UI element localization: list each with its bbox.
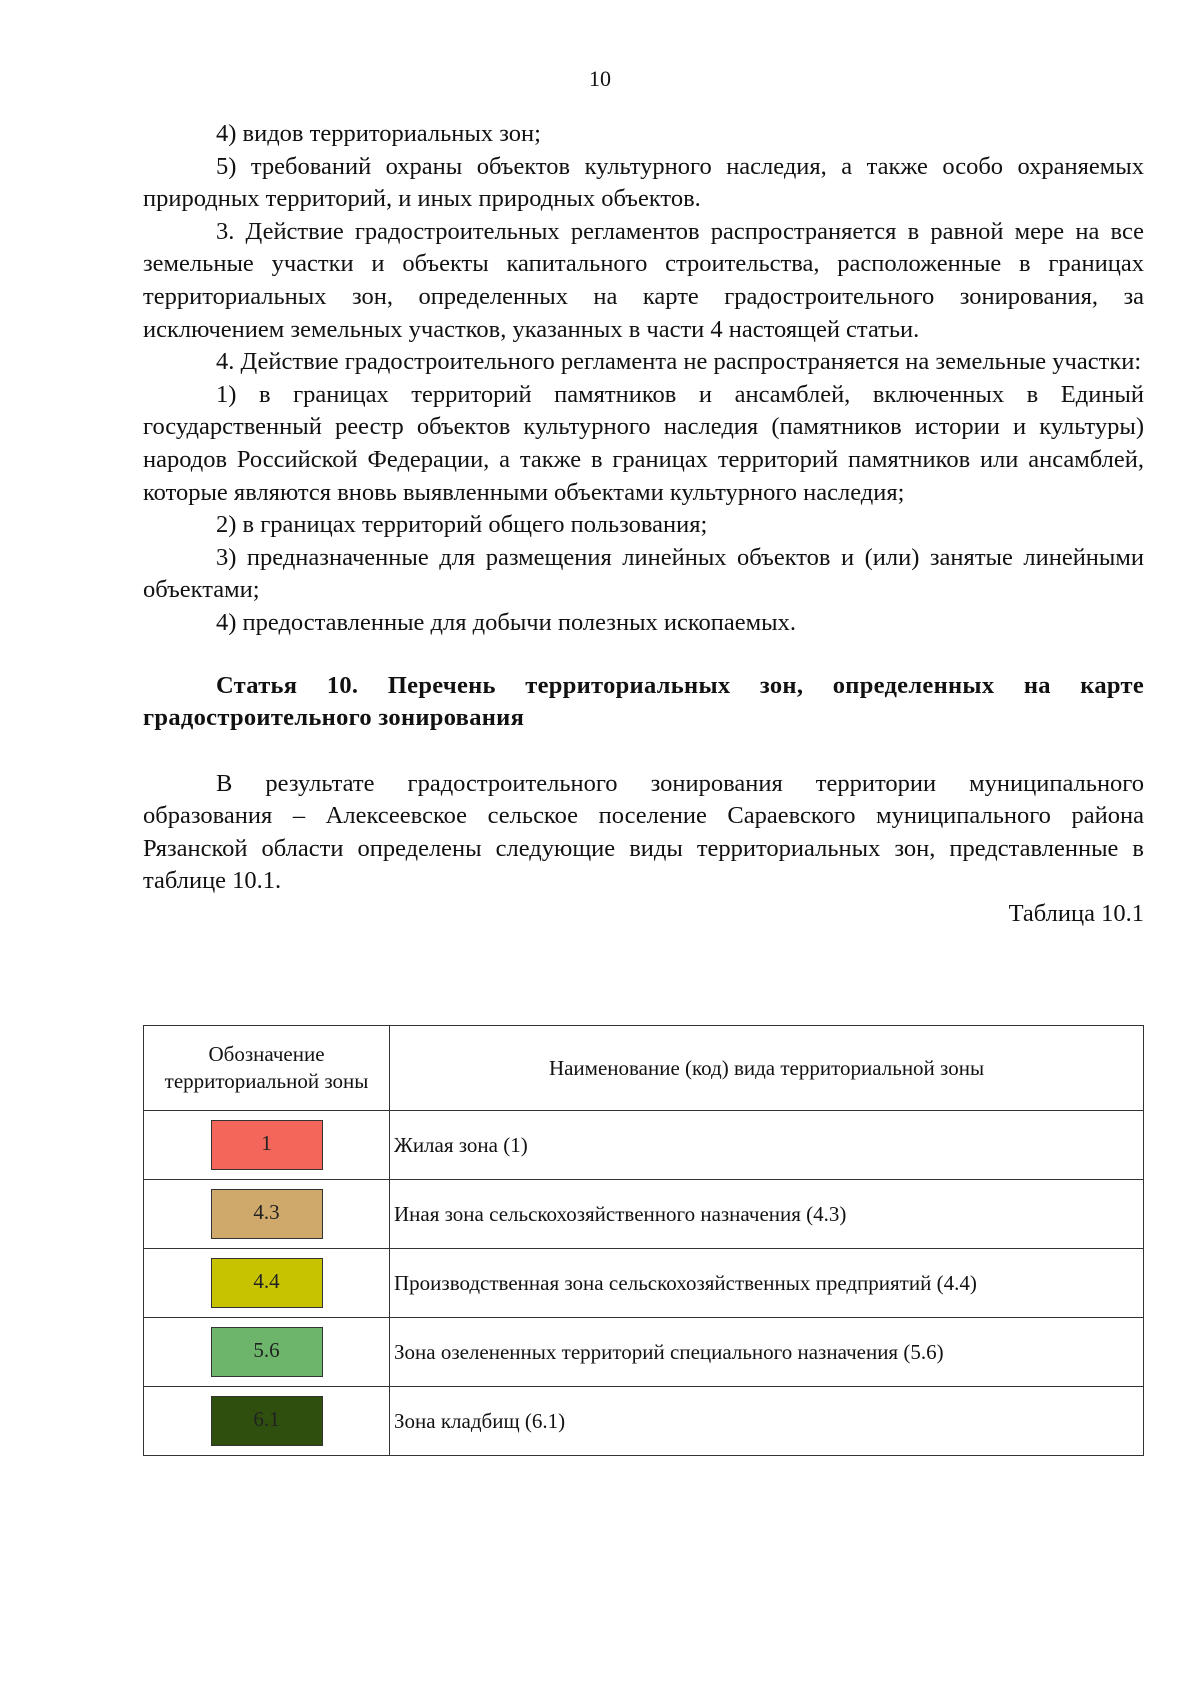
zone-name: Зона кладбищ (6.1) [390, 1387, 1144, 1456]
table-row [144, 1387, 1144, 1456]
page-number: 10 [589, 66, 611, 91]
paragraph: 4) предоставленные для добычи полезных ископаемых. [216, 608, 796, 636]
intro-paragraph: В результате градостроительного зонирования территории муниципального образования – Алексеевское сельское поселение Сараевского муниципального района Рязанской области определены следующие виды территориальных зон, представленные в таблице 10.1. [143, 769, 1144, 895]
zone-name: Производственная зона сельскохозяйственных предприятий (4.4) [390, 1249, 1144, 1318]
paragraph: 4. Действие градостроительного регламента не распространяется на земельные участки: [216, 348, 1142, 376]
zones-table [143, 1025, 1144, 1456]
paragraph: 3) предназначенные для размещения линейных объектов и (или) занятые линейными объектами; [143, 543, 1144, 604]
paragraph: 1) в границах территорий памятников и ансамблей, включенных в Единый государственный реестр объектов культурного наследия (памятников истории и культуры) народов Российской Федерации, а также в границах территорий памятников или ансамблей, которые являются вновь выявленными объектами культурного наследия; [143, 380, 1144, 506]
zone-color-swatch: 4.4 [211, 1258, 323, 1308]
zone-name: Жилая зона (1) [390, 1111, 1144, 1180]
zone-name: Иная зона сельскохозяйственного назначения (4.3) [390, 1180, 1144, 1249]
zone-name: Зона озелененных территорий специального назначения (5.6) [390, 1318, 1144, 1387]
zone-code-cell [144, 1180, 390, 1249]
zone-code-cell [144, 1111, 390, 1180]
paragraph: 4) видов территориальных зон; [216, 120, 541, 147]
article-heading: Статья 10. Перечень территориальных зон, определенных на карте градостроительного зонирования [143, 671, 1144, 732]
zone-color-swatch: 4.3 [211, 1189, 323, 1239]
paragraph: 3. Действие градостроительных регламентов распространяется в равной мере на все земельные участки и объекты капитального строительства, расположенные в границах территориальных зон, определенных на карте градостроительного зонирования, за исключением земельных участков, указанных в части 4 настоящей статьи. [143, 217, 1144, 343]
table-row [144, 1318, 1144, 1387]
table-row [144, 1249, 1144, 1318]
zone-color-swatch: 1 [211, 1120, 323, 1170]
table-header-row [144, 1026, 1144, 1111]
table-row [144, 1111, 1144, 1180]
body-text [143, 118, 1144, 931]
zone-code-cell [144, 1249, 390, 1318]
zone-color-swatch: 5.6 [211, 1327, 323, 1377]
header-name: Наименование (код) вида территориальной зоны [390, 1026, 1144, 1111]
header-code: Обозначение территориальной зоны [144, 1026, 390, 1111]
zone-code-cell [144, 1387, 390, 1456]
zone-color-swatch: 6.1 [211, 1396, 323, 1446]
paragraph: 2) в границах территорий общего пользования; [216, 511, 708, 539]
paragraph: 5) требований охраны объектов культурного наследия, а также особо охраняемых природных территорий, и иных природных объектов. [143, 152, 1144, 213]
table-caption: Таблица 10.1 [1008, 900, 1144, 928]
table-row [144, 1180, 1144, 1249]
zone-code-cell [144, 1318, 390, 1387]
